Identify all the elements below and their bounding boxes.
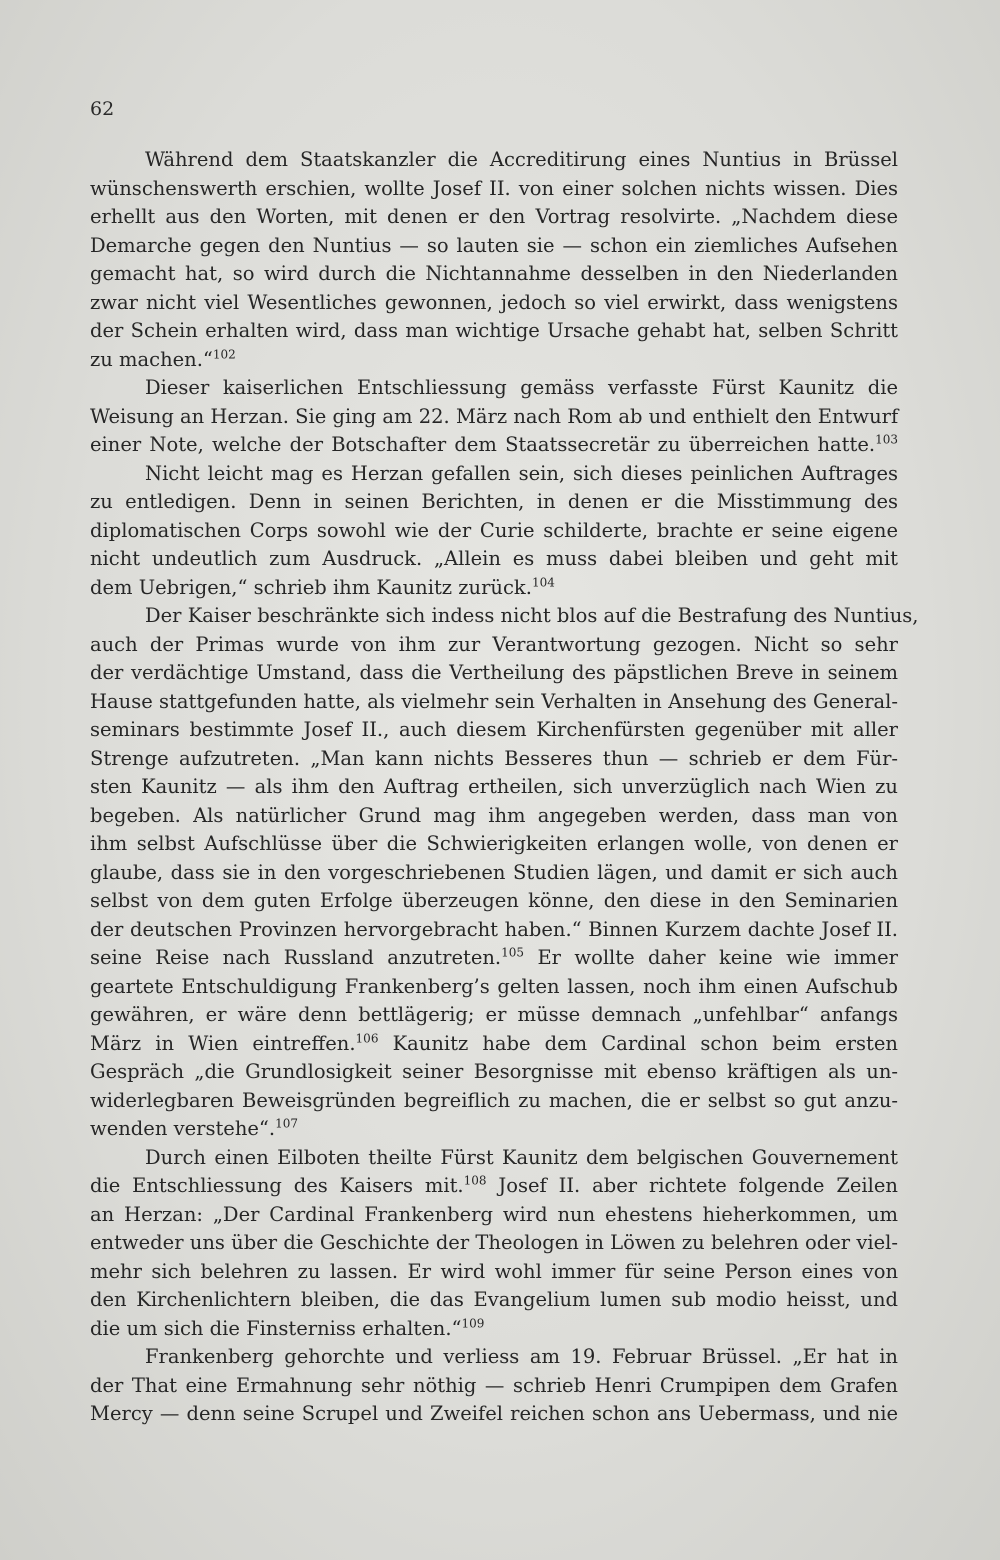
line-text: Demarche gegen den Nuntius — so lauten sie — schon ein ziemliches Aufsehen [90, 233, 898, 257]
text-line [90, 859, 898, 888]
line-text: die um sich die Finsterniss erhalten.“ [90, 1316, 462, 1340]
line-text: wenden verstehe“. [90, 1117, 276, 1140]
text-line [90, 574, 898, 603]
text-line [90, 1201, 898, 1230]
text-line [90, 460, 898, 489]
line-text: entweder uns über die Geschichte der Theologen in Löwen zu belehren oder viel- [90, 1231, 898, 1254]
line-text: zu entledigen. Denn in seinen Berichten, in denen er die Misstimmung des [90, 490, 898, 513]
line-text-continued: Kaunitz habe dem Cardinal schon beim ersten [378, 1031, 898, 1055]
footnote-reference: 109 [461, 1316, 485, 1330]
line-text: Mercy — denn seine Scrupel und Zweifel reichen schon ans Uebermass, und nie [90, 1402, 898, 1425]
text-line [90, 1172, 898, 1201]
line-text: seine Reise nach Russland anzutreten. [90, 946, 502, 969]
line-text: erhellt aus den Worten, mit denen er den Vortrag resolvirte. „Nachdem diese [90, 205, 898, 228]
text-line [90, 916, 898, 945]
text-line [90, 1286, 898, 1315]
text-line [90, 1144, 898, 1173]
text-line [90, 631, 898, 660]
line-text: Der Kaiser beschränkte sich indess nicht blos auf die Bestrafung des Nuntius, [145, 604, 919, 627]
line-text: Hause stattgefunden hatte, als vielmehr sein Verhalten in Ansehung des General- [90, 689, 898, 713]
text-line [90, 1058, 898, 1087]
text-line [90, 1087, 898, 1116]
line-text-continued: Er wollte daher keine wie immer [524, 946, 899, 969]
text-line [90, 517, 898, 546]
text-line [90, 346, 898, 375]
text-line [90, 1229, 898, 1258]
line-text: nicht undeutlich zum Ausdruck. „Allein es muss dabei bleiben und geht mit [90, 547, 898, 570]
text-line [90, 1115, 898, 1144]
text-line [90, 289, 898, 318]
line-text: März in Wien eintreffen. [90, 1031, 356, 1055]
text-line [90, 260, 898, 289]
text-line [90, 1372, 898, 1401]
footnote-reference: 105 [501, 945, 525, 960]
line-text: begeben. Als natürlicher Grund mag ihm angegeben werden, dass man von [90, 803, 898, 827]
text-line [90, 688, 898, 717]
line-text: einer Note, welche der Botschafter dem Staatssecretär zu überreichen hatte. [90, 433, 876, 456]
text-line [90, 773, 898, 802]
footnote-reference: 107 [275, 1116, 299, 1131]
body-text [90, 146, 919, 1429]
line-text: wünschenswerth erschien, wollte Josef II. von einer solchen nichts wissen. Dies [90, 176, 898, 200]
line-text: auch der Primas wurde von ihm zur Verantwortung gezogen. Nicht so sehr [90, 632, 898, 656]
text-line [90, 431, 898, 460]
text-line [90, 716, 898, 745]
text-line [90, 488, 898, 517]
line-text: Frankenberg gehorchte und verliess am 19. Februar Brüssel. „Er hat in [145, 1345, 898, 1368]
text-line [90, 887, 898, 916]
page-number: 62 [90, 98, 115, 120]
text-line [90, 374, 898, 403]
line-text: geartete Entschuldigung Frankenberg’s gelten lassen, noch ihm einen Aufschub [90, 974, 898, 998]
text-line [90, 602, 919, 631]
line-text: Weisung an Herzan. Sie ging am 22. März nach Rom ab und enthielt den Entwurf [90, 404, 899, 428]
text-line [90, 1400, 898, 1429]
text-line [90, 146, 898, 175]
text-line [90, 403, 898, 432]
text-line [90, 830, 898, 859]
line-text: der That eine Ermahnung sehr nöthig — schrieb Henri Crumpipen dem Grafen [90, 1373, 898, 1397]
footnote-reference: 102 [212, 347, 236, 361]
line-text: der Schein erhalten wird, dass man wichtige Ursache gehabt hat, selben Schritt [90, 319, 898, 342]
line-text: die Entschliessung des Kaisers mit. [90, 1174, 464, 1197]
line-text: widerlegbaren Beweisgründen begreiflich zu machen, die er selbst so gut anzu- [90, 1088, 898, 1112]
line-text: Gespräch „die Grundlosigkeit seiner Besorgnisse mit ebenso kräftigen als un- [90, 1060, 898, 1083]
line-text: gemacht hat, so wird durch die Nichtannahme desselben in den Niederlanden [90, 262, 898, 285]
text-line [90, 317, 898, 346]
text-line [90, 659, 898, 688]
text-line [90, 745, 898, 774]
text-line [90, 232, 898, 261]
line-text: zwar nicht viel Wesentliches gewonnen, jedoch so viel erwirkt, dass wenigstens [90, 290, 898, 314]
text-line [90, 175, 898, 204]
text-line [90, 1258, 898, 1287]
line-text: glaube, dass sie in den vorgeschriebenen Studien lägen, und damit er sich auch [90, 860, 898, 884]
line-text: Strenge aufzutreten. „Man kann nichts Besseres thun — schrieb er dem Für- [90, 746, 898, 770]
footnote-reference: 103 [875, 432, 898, 447]
footnote-reference: 106 [355, 1031, 379, 1045]
line-text: mehr sich belehren zu lassen. Er wird wohl immer für seine Person eines von [90, 1259, 898, 1283]
text-line [90, 1030, 898, 1059]
text-line [90, 973, 898, 1002]
text-line [90, 802, 898, 831]
line-text: zu machen.“ [90, 347, 213, 371]
line-text: selbst von dem guten Erfolge überzeugen könne, den diese in den Seminarien [90, 889, 898, 912]
line-text: gewähren, er wäre denn bettlägerig; er müsse demnach „unfehlbar“ anfangs [90, 1003, 898, 1026]
footnote-reference: 104 [531, 575, 555, 589]
line-text: Während dem Staatskanzler die Accreditirung eines Nuntius in Brüssel [145, 148, 898, 171]
line-text: diplomatischen Corps sowohl wie der Curie schilderte, brachte er seine eigene [90, 518, 898, 542]
text-line [90, 545, 898, 574]
text-line [90, 1343, 898, 1372]
text-line [90, 944, 898, 973]
line-text: Durch einen Eilboten theilte Fürst Kaunitz dem belgischen Gouvernement [145, 1145, 898, 1169]
line-text: ihm selbst Aufschlüsse über die Schwierigkeiten erlangen wolle, von denen er [90, 832, 898, 855]
line-text: Nicht leicht mag es Herzan gefallen sein, sich dieses peinlichen Auftrages [145, 461, 898, 485]
line-text: den Kirchenlichtern bleiben, die das Evangelium lumen sub modio heisst, und [90, 1288, 898, 1311]
text-line [90, 1315, 898, 1344]
footnote-reference: 108 [463, 1173, 487, 1188]
line-text: an Herzan: „Der Cardinal Frankenberg wird nun ehestens hieherkommen, um [90, 1202, 898, 1226]
line-text-continued: Josef II. aber richtete folgende Zeilen [486, 1174, 898, 1197]
line-text: dem Uebrigen,“ schrieb ihm Kaunitz zurück. [90, 575, 532, 599]
line-text: seminars bestimmte Josef II., auch diesem Kirchenfürsten gegenüber mit aller [90, 718, 898, 741]
text-line [90, 1001, 898, 1030]
line-text: Dieser kaiserlichen Entschliessung gemäss verfasste Fürst Kaunitz die [145, 376, 898, 399]
line-text: der verdächtige Umstand, dass die Vertheilung des päpstlichen Breve in seinem [90, 661, 898, 684]
line-text: der deutschen Provinzen hervorgebracht haben.“ Binnen Kurzem dachte Josef II. [90, 917, 898, 941]
line-text: sten Kaunitz — als ihm den Auftrag ertheilen, sich unverzüglich nach Wien zu [90, 775, 898, 798]
text-line [90, 203, 898, 232]
